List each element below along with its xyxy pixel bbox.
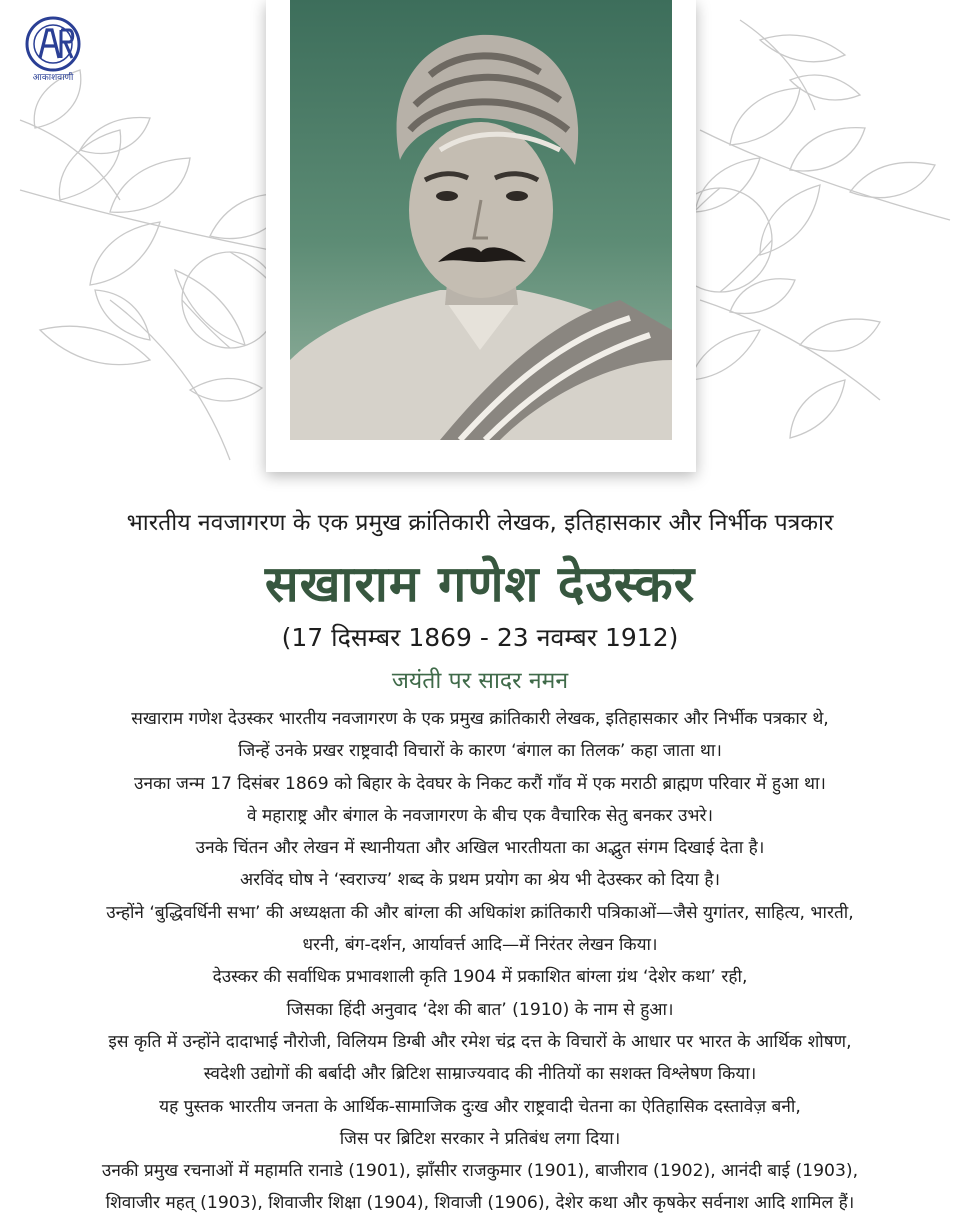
biography-line: उनके चिंतन और लेखन में स्थानीयता और अखिल भारतीयता का अद्भुत संगम दिखाई देता है।	[195, 838, 765, 859]
biography-line: शिवाजीर महत् (1903), शिवाजीर शिक्षा (1904), शिवाजी (1906), देशेर कथा और कृषकेर सर्वनाश आदि शामिल हैं।	[105, 1193, 855, 1214]
biography-line: धरनी, बंग-दर्शन, आर्यावर्त्त आदि—में निरंतर लेखन किया।	[302, 935, 658, 956]
biography-line: जिसका हिंदी अनुवाद ‘देश की बात’ (1910) के नाम से हुआ।	[286, 999, 674, 1020]
biography-line: जिन्हें उनके प्रखर राष्ट्रवादी विचारों के कारण ‘बंगाल का तिलक’ कहा जाता था।	[238, 741, 722, 762]
biography-text	[4, 703, 956, 1220]
page-title: सखाराम गणेश देउस्कर	[264, 555, 696, 613]
portrait-photo-icon	[290, 0, 672, 440]
biography-line: जिस पर ब्रिटिश सरकार ने प्रतिबंध लगा दिया।	[339, 1128, 621, 1149]
biography-line: यह पुस्तक भारतीय जनता के आर्थिक-सामाजिक दुःख और राष्ट्रवादी चेतना का ऐतिहासिक दस्तावेज़ बनी,	[159, 1096, 801, 1117]
biography-line: स्वदेशी उद्योगों की बर्बादी और ब्रिटिश साम्राज्यवाद की नीतियों का सशक्त विश्लेषण किया।	[203, 1064, 757, 1085]
subtitle: भारतीय नवजागरण के एक प्रमुख क्रांतिकारी लेखक, इतिहासकार और निर्भीक पत्रकार	[126, 510, 834, 536]
biography-line: वे महाराष्ट्र और बंगाल के नवजागरण के बीच एक वैचारिक सेतु बनकर उभरे।	[246, 805, 714, 826]
life-dates: (17 दिसम्बर 1869 - 23 नवम्बर 1912)	[281, 623, 679, 652]
portrait-photo	[290, 0, 672, 440]
biography-line: सखाराम गणेश देउस्कर भारतीय नवजागरण के एक प्रमुख क्रांतिकारी लेखक, इतिहासकार और निर्भीक पत्रकार थे,	[131, 709, 829, 729]
biography-line: उनका जन्म 17 दिसंबर 1869 को बिहार के देवघर के निकट करौं गाँव में एक मराठी ब्राह्मण परिवार में हुआ था।	[134, 773, 826, 794]
biography-line: अरविंद घोष ने ‘स्वराज्य’ शब्द के प्रथम प्रयोग का श्रेय भी देउस्कर को दिया है।	[239, 870, 721, 891]
portrait-frame	[266, 0, 696, 472]
all-india-radio-logo-icon	[14, 14, 92, 74]
biography-line: देउस्कर की सर्वाधिक प्रभावशाली कृति 1904 में प्रकाशित बांग्ला ग्रंथ ‘देशेर कथा’ रही,	[212, 967, 748, 988]
logo-caption: आकाशवाणी	[32, 73, 74, 83]
biography-line: इस कृति में उन्होंने दादाभाई नौरोजी, विलियम डिग्बी और रमेश चंद्र दत्त के विचारों के आधार पर भारत के आर्थिक शोषण,	[108, 1031, 852, 1052]
biography-line: उन्होंने ‘बुद्धिवर्धिनी सभा’ की अध्यक्षता की और बांग्ला की अधिकांश क्रांतिकारी पत्रिकाओं—जैसे युगांतर, साहित्य, भारती,	[106, 902, 854, 923]
tribute-line: जयंती पर सादर नमन	[391, 668, 569, 694]
biography-line: उनकी प्रमुख रचनाओं में महामति रानाडे (1901), झाँसीर राजकुमार (1901), बाजीराव (1902), आनंदी बाई (1903),	[101, 1161, 859, 1182]
